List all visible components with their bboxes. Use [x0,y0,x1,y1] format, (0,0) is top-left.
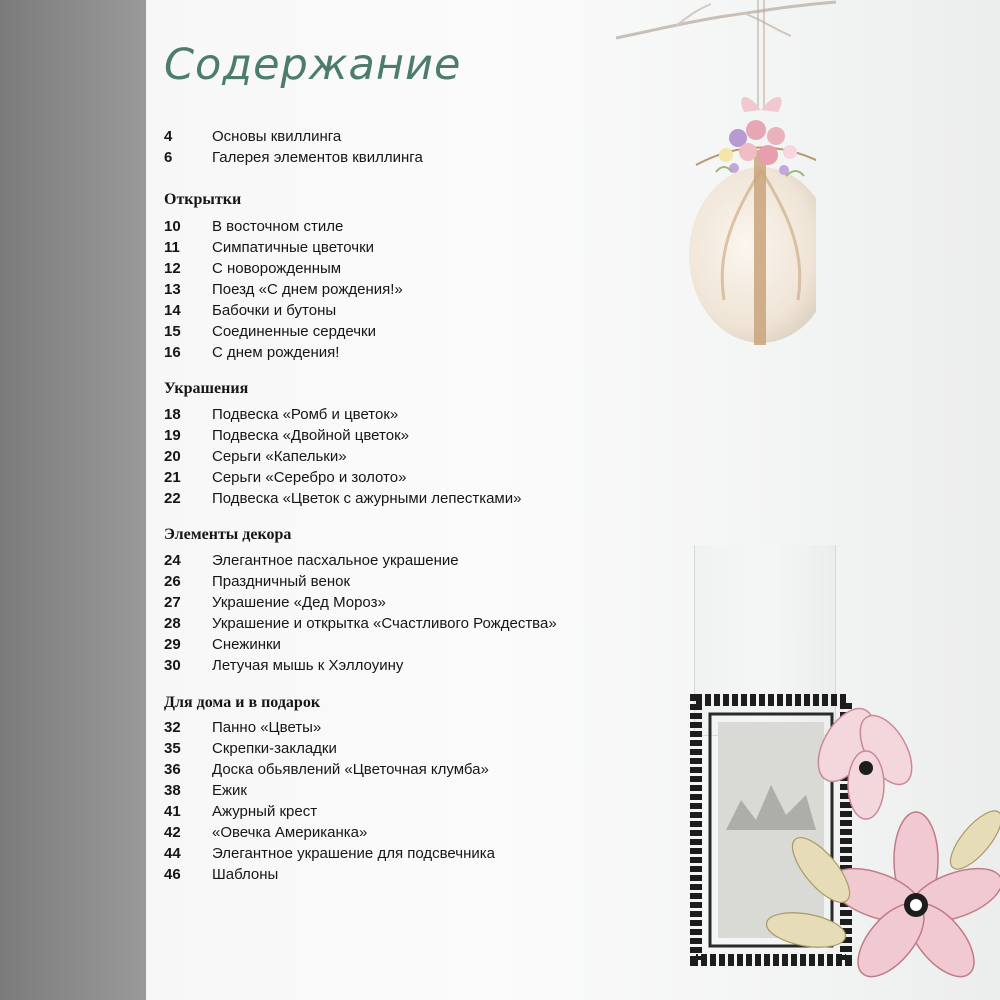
toc-page-number: 41 [164,803,181,820]
toc-entry-title: Серьги «Серебро и золото» [212,469,407,486]
toc-entry-title: С днем рождения! [212,344,340,361]
toc-page-number: 11 [164,239,180,256]
toc-entry-title: «Овечка Американка» [212,824,368,841]
quilled-easter-egg-icon [666,0,816,345]
toc-page-number: 6 [164,149,173,166]
toc-page-number: 13 [164,281,181,298]
section-heading: Открытки [164,191,242,208]
toc-page-number: 22 [164,490,181,507]
toc-page-number: 38 [164,782,181,799]
toc-entry-title: Снежинки [212,636,281,653]
toc-entry-title: Праздничный венок [212,573,351,590]
toc-page-number: 20 [164,448,181,465]
toc-page-number: 44 [164,845,181,862]
toc-page-number: 32 [164,719,181,736]
toc-entry-title: Украшение и открытка «Счастливого Рождества» [212,615,557,632]
toc-page-number: 27 [164,594,181,611]
toc-entry-title: Доска обьявлений «Цветочная клумба» [212,761,489,778]
toc-page-number: 19 [164,427,181,444]
toc-entry-title: Панно «Цветы» [212,719,322,736]
toc-entry-title: Галерея элементов квиллинга [212,149,423,166]
toc-entry-title: Симпатичные цветочки [212,239,375,256]
toc-entry-title: Скрепки-закладки [212,740,337,757]
toc-entry-title: Соединенные сердечки [212,323,376,340]
section-heading: Украшения [164,380,249,397]
toc-entry-title: С новорожденным [212,260,342,277]
toc-entry-title: Подвеска «Ромб и цветок» [212,406,399,423]
toc-page-number: 4 [164,128,173,145]
toc-page-number: 35 [164,740,181,757]
toc-page-number: 42 [164,824,181,841]
toc-page-number: 15 [164,323,181,340]
toc-page-number: 12 [164,260,181,277]
toc-entry-title: Основы квиллинга [212,128,342,145]
toc-page-number: 30 [164,657,181,674]
toc-entry-title: Подвеска «Цветок с ажурными лепестками» [212,490,522,507]
toc-page-number: 36 [164,761,181,778]
toc-entry-title: Бабочки и бутоны [212,302,337,319]
toc-page-number: 18 [164,406,181,423]
toc-entry-title: В восточном стиле [212,218,344,235]
toc-entry-title: Украшение «Дед Мороз» [212,594,386,611]
toc-page-number: 10 [164,218,181,235]
toc-entry-title: Ежик [212,782,247,799]
toc-page-number: 29 [164,636,181,653]
toc-entry-title: Летучая мышь к Хэллоуину [212,657,404,674]
toc-entry-title: Элегантное пасхальное украшение [212,552,459,569]
page-title: Содержание [164,40,462,90]
toc-entry-title: Подвеска «Двойной цветок» [212,427,409,444]
section-heading: Для дома и в подарок [164,694,321,711]
toc-entry-title: Поезд «С днем рождения!» [212,281,403,298]
quilled-flower-frame-icon [646,690,1000,1000]
toc-page-number: 26 [164,573,181,590]
section-heading: Элементы декора [164,526,292,543]
toc-page-number: 16 [164,344,181,361]
toc-entry-title: Шаблоны [212,866,279,883]
toc-entry-title: Элегантное украшение для подсвечника [212,845,495,862]
toc-page-number: 46 [164,866,181,883]
page-gutter [0,0,146,1000]
toc-entry-title: Серьги «Капельки» [212,448,347,465]
toc-page-number: 21 [164,469,181,486]
toc-page-number: 24 [164,552,181,569]
toc-page-number: 14 [164,302,181,319]
toc-page-number: 28 [164,615,181,632]
book-page [146,0,1000,1000]
toc-entry-title: Ажурный крест [212,803,318,820]
